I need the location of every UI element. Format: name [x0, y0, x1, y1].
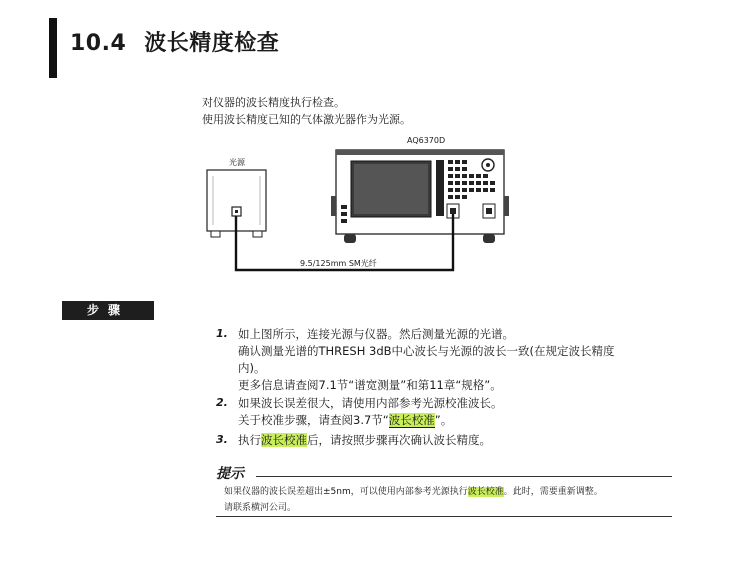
- tip-line-1: [224, 484, 603, 497]
- intro-line-1: 对仪器的波长精度执行检查。: [202, 96, 345, 109]
- tip-line-1-suffix: 。此时，需要重新调整。: [503, 487, 603, 497]
- step-2-line-2: [238, 412, 452, 428]
- steps-banner: 步骤: [62, 301, 154, 320]
- step-1-line-4: 更多信息请查阅7.1节“谱宽测量”和第11章“规格”。: [238, 378, 502, 392]
- step-2-ref-suffix: ”。: [434, 413, 453, 427]
- tip-bottom-rule: [216, 516, 672, 517]
- aq6370d-instrument-illustration: [331, 150, 509, 243]
- step-2-ref-prefix: 关于校准步骤，请查阅3.7节“: [238, 413, 389, 427]
- step-1-line-1: 如上图所示，连接光源与仪器。然后测量光源的光谱。: [238, 327, 514, 341]
- wavelength-calibration-link[interactable]: 波长校准: [261, 433, 307, 447]
- tip-title: 提示: [216, 466, 244, 482]
- step-1-line-3: 内)。: [238, 361, 266, 375]
- tip-top-rule: [256, 476, 672, 477]
- step-3-suffix: 后，请按照步骤再次确认波长精度。: [307, 433, 491, 447]
- step-3-number: 3.: [216, 433, 228, 446]
- step-3-prefix: 执行: [238, 433, 261, 447]
- step-2-number: 2.: [216, 396, 228, 409]
- tip-line-2: 请联系横河公司。: [224, 503, 297, 513]
- section-title: 波长精度检查: [144, 31, 280, 56]
- step-2-line-1: 如果波长误差很大，请使用内部参考光源校准波长。: [238, 396, 503, 410]
- step-1-number: 1.: [216, 327, 228, 340]
- step-3-line-1: [238, 432, 491, 448]
- step-1-line-2: 确认测量光谱的THRESH 3dB中心波长与光源的波长一致(在规定波长精度: [238, 344, 615, 358]
- intro-line-2: 使用波长精度已知的气体激光器作为光源。: [202, 113, 411, 126]
- section-number: 10.4: [70, 31, 127, 56]
- tip-line-1-prefix: 如果仪器的波长误差超出±5nm，可以使用内部参考光源执行: [224, 487, 468, 497]
- light-source-label: 光源: [229, 158, 245, 167]
- wavelength-calibration-link[interactable]: 波长校准: [467, 487, 504, 497]
- wavelength-calibration-link[interactable]: 波长校准: [388, 413, 435, 427]
- light-source-illustration: [207, 170, 266, 237]
- heading-bar: [49, 18, 57, 78]
- fiber-label: 9.5/125mm SM光纤: [300, 259, 377, 268]
- instrument-label: AQ6370D: [407, 136, 446, 145]
- section-heading: [70, 26, 279, 57]
